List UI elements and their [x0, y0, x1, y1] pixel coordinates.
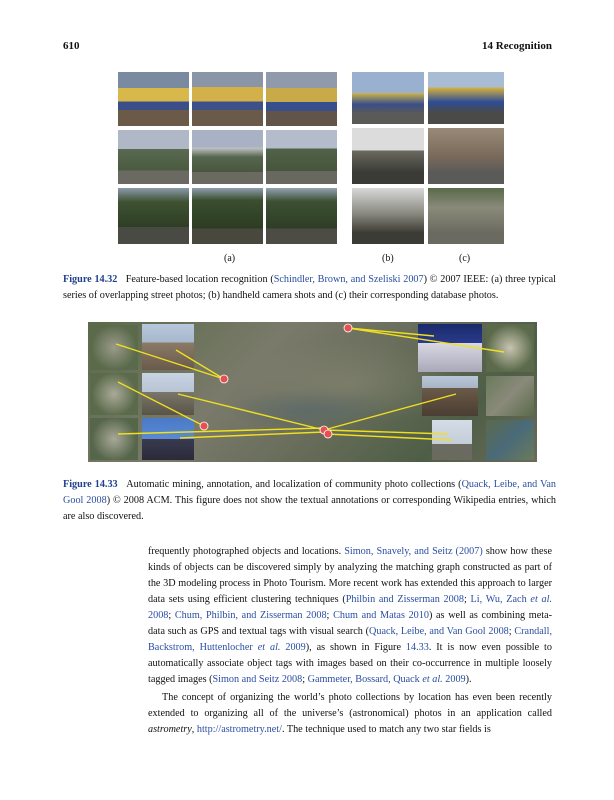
- citation-link[interactable]: Schindler, Brown, and Szeliski 2007: [273, 274, 424, 285]
- body-text-span: ,: [191, 724, 197, 735]
- paragraph: [148, 690, 552, 738]
- match-line: [116, 344, 224, 379]
- citation-link[interactable]: Quack, Leibe, and Van Gool 2008: [369, 626, 509, 637]
- match-line: [176, 350, 224, 379]
- citation-link[interactable]: Li, Wu, Zach: [470, 594, 531, 605]
- figure-14-32-caption: [63, 272, 556, 304]
- body-text-span: . The technique used to match any two star fields is: [281, 724, 491, 735]
- citation-link[interactable]: Philbin and Zisserman 2008: [345, 594, 464, 605]
- body-text-span: ;: [302, 674, 308, 685]
- body-text-span: The concept of organizing the world’s photo collections by location has even been recently extended to organizing all of the universe’s (astronomical) photos in an application called: [148, 692, 552, 719]
- street-photo: [192, 130, 263, 184]
- street-photo: [192, 188, 263, 244]
- body-text-span: ;: [508, 626, 515, 637]
- page-number: 610: [63, 40, 80, 52]
- body-text-span: . It is now even possible to automatically associate object tags with images based on their co-occurrence in multiple loosely tagged images (: [148, 642, 552, 685]
- body-text-span: ) as well as combining meta-data such as GPS and textual tags with visual search (: [148, 610, 552, 637]
- citation-link[interactable]: 14.33: [405, 642, 429, 653]
- citation-link[interactable]: http://astrometry.net/: [196, 724, 282, 735]
- correspondence-lines: [88, 322, 537, 462]
- citation-link[interactable]: Chum and Matas 2010: [333, 610, 429, 621]
- body-text-span: ), as shown in Figure: [305, 642, 406, 653]
- match-line: [324, 394, 456, 430]
- body-text-span: ;: [463, 594, 471, 605]
- caption-text: ) © 2007 IEEE: (a) three typical series of overlapping street photos; (b) handheld camera shots and (c) their corresponding database photos.: [63, 274, 556, 301]
- street-photo: [118, 72, 189, 126]
- map-marker: [220, 375, 228, 383]
- citation-link[interactable]: Chum, Philbin, and Zisserman 2008: [174, 610, 327, 621]
- citation-link[interactable]: et al.: [422, 674, 443, 685]
- database-photo: [428, 128, 504, 184]
- handheld-photo: [352, 128, 424, 184]
- body-text-span: ;: [168, 610, 175, 621]
- handheld-photo: [352, 72, 424, 124]
- paragraph: [148, 544, 552, 688]
- subfigure-label-a: (a): [224, 253, 236, 264]
- subfigure-label-c: (c): [459, 253, 471, 264]
- map-marker: [200, 422, 208, 430]
- database-photo: [428, 72, 504, 124]
- body-text-span: frequently photographed objects and locations.: [148, 546, 345, 557]
- body-text-span: show how these kinds of objects can be discovered simply by analyzing the matching graph constructed as part of the 3D modeling process in Photo Tourism. More recent work has extended this approach to larger data sets using efficient clustering techniques (: [148, 546, 552, 605]
- citation-link[interactable]: 2008: [148, 610, 169, 621]
- street-photo: [118, 188, 189, 244]
- figure-number: Figure 14.32: [63, 274, 118, 285]
- street-photo: [118, 130, 189, 184]
- body-text: [148, 544, 552, 738]
- caption-text: Feature-based location recognition (: [125, 274, 274, 285]
- match-line: [348, 328, 504, 352]
- body-text-span: ;: [326, 610, 334, 621]
- street-photo: [266, 130, 337, 184]
- citation-link[interactable]: et al.: [257, 642, 281, 653]
- citation-link[interactable]: Quack, Leibe, and Van Gool 2008: [63, 479, 556, 506]
- citation-link[interactable]: Simon, Snavely, and Seitz (2007): [344, 546, 483, 557]
- handheld-photo: [352, 188, 424, 244]
- map-marker: [324, 430, 332, 438]
- chapter-title: 14 Recognition: [482, 40, 552, 52]
- caption-text: Automatic mining, annotation, and localization of community photo collections (: [126, 479, 462, 490]
- citation-link[interactable]: 2009: [280, 642, 306, 653]
- match-line: [326, 434, 452, 440]
- figure-number: Figure 14.33: [63, 479, 118, 490]
- body-text-span: ).: [465, 674, 472, 685]
- subfigure-label-b: (b): [382, 253, 394, 264]
- citation-link[interactable]: Simon and Seitz 2008: [212, 674, 303, 685]
- match-line: [180, 432, 324, 438]
- citation-link[interactable]: Gammeter, Bossard, Quack: [307, 674, 423, 685]
- body-text-span: astrometry: [148, 724, 192, 735]
- citation-link[interactable]: Crandall, Backstrom, Huttenlocher: [148, 626, 552, 653]
- database-photo: [428, 188, 504, 244]
- street-photo: [266, 188, 337, 244]
- figure-14-33-caption: [63, 477, 556, 525]
- citation-link[interactable]: et al.: [530, 594, 552, 605]
- match-line: [324, 430, 448, 434]
- match-line: [118, 382, 204, 426]
- caption-text: ) © 2008 ACM. This figure does not show the textual annotations or corresponding Wikipedia entries, which are also discovered.: [63, 495, 557, 522]
- street-photo: [266, 72, 337, 126]
- map-marker: [344, 324, 352, 332]
- citation-link[interactable]: 2009: [442, 674, 466, 685]
- street-photo: [192, 72, 263, 126]
